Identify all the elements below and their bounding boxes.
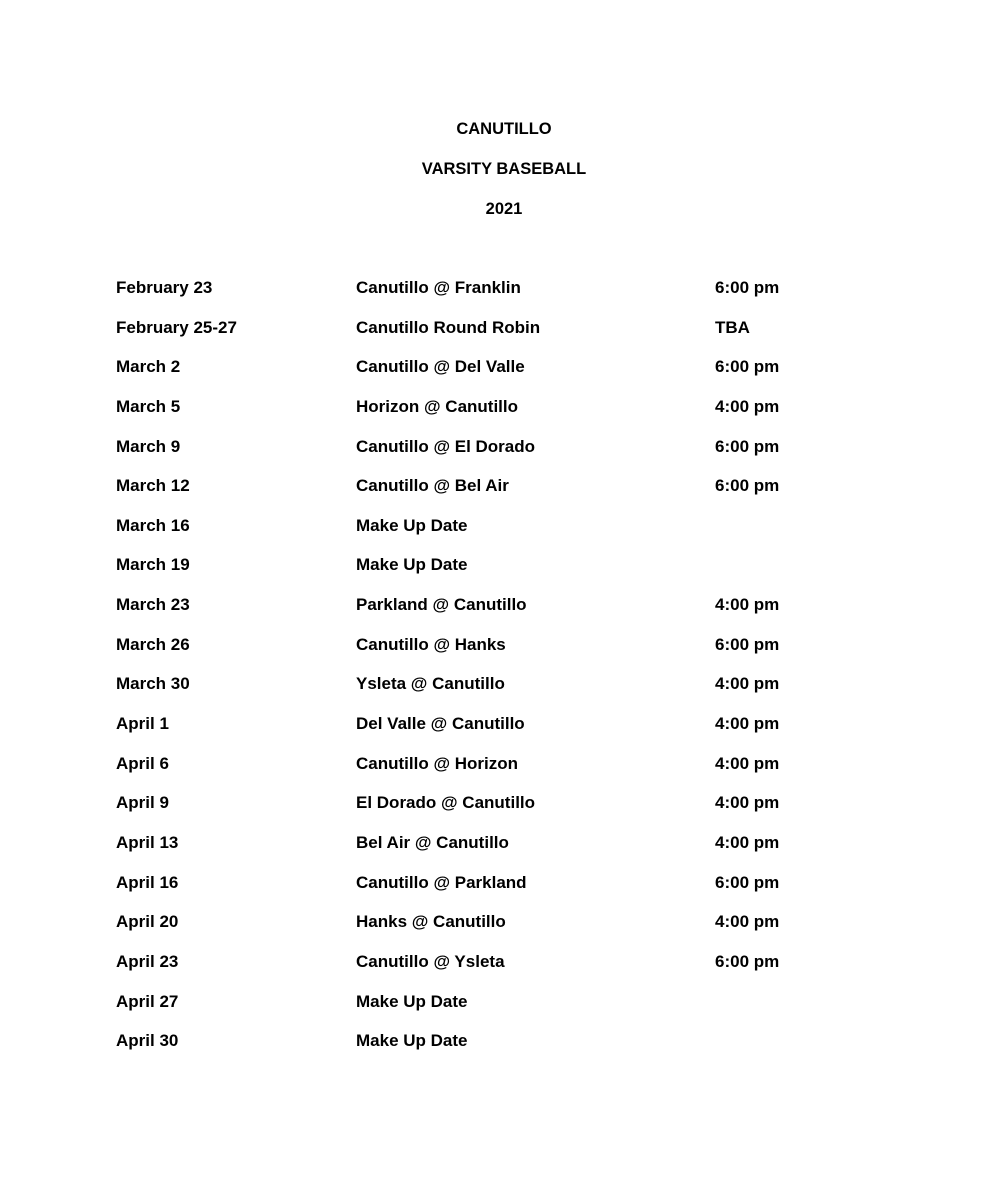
game-time: 6:00 pm (715, 872, 780, 892)
game-matchup: Make Up Date (356, 1031, 468, 1051)
game-time: 4:00 pm (715, 396, 780, 416)
game-date: March 12 (116, 476, 190, 496)
game-matchup: El Dorado @ Canutillo (356, 793, 536, 813)
school-title: CANUTILLO (456, 120, 552, 138)
game-date: February 25-27 (116, 317, 237, 337)
schedule-row (116, 911, 916, 951)
game-time: 6:00 pm (715, 476, 780, 496)
schedule-row (116, 951, 916, 991)
schedule-row (116, 277, 916, 317)
game-matchup: Canutillo @ Parkland (356, 872, 527, 892)
game-time: 6:00 pm (715, 357, 780, 377)
game-matchup: Hanks @ Canutillo (356, 912, 506, 932)
game-time: 4:00 pm (715, 595, 780, 615)
schedule-row (116, 594, 916, 634)
game-date: April 9 (116, 793, 169, 813)
game-time: 6:00 pm (715, 278, 780, 297)
game-matchup: Make Up Date (356, 515, 468, 535)
schedule-row (116, 515, 916, 555)
schedule-row (116, 396, 916, 436)
game-time: 4:00 pm (715, 674, 780, 694)
game-matchup: Canutillo @ Horizon (356, 753, 519, 773)
schedule-row (116, 832, 916, 872)
game-time: 6:00 pm (715, 634, 780, 654)
game-date: April 6 (116, 753, 169, 773)
game-matchup: Make Up Date (356, 555, 468, 575)
game-date: March 9 (116, 436, 181, 456)
schedule-row (116, 436, 916, 476)
schedule-row (116, 554, 916, 594)
schedule-row (116, 991, 916, 1031)
game-date: April 13 (116, 832, 179, 852)
schedule-row (116, 356, 916, 396)
game-date: March 19 (116, 555, 190, 575)
game-date: April 20 (116, 912, 179, 932)
schedule-row (116, 872, 916, 912)
game-date: March 5 (116, 396, 181, 416)
game-date: March 30 (116, 674, 190, 694)
game-time: 4:00 pm (715, 753, 780, 773)
game-date: March 23 (116, 595, 190, 615)
schedule-row (116, 1030, 916, 1070)
game-time: 4:00 pm (715, 832, 780, 852)
game-time: 4:00 pm (715, 912, 780, 932)
game-matchup: Canutillo @ Franklin (356, 278, 521, 297)
game-matchup: Canutillo Round Robin (356, 317, 541, 337)
game-date: April 16 (116, 872, 179, 892)
game-date: April 27 (116, 991, 179, 1011)
game-matchup: Canutillo @ El Dorado (356, 436, 536, 456)
game-time: 4:00 pm (715, 793, 780, 813)
game-time: TBA (715, 317, 750, 337)
game-matchup: Canutillo @ Hanks (356, 634, 506, 654)
game-time: 6:00 pm (715, 436, 780, 456)
game-date: March 2 (116, 357, 181, 377)
schedule-table (116, 277, 916, 1070)
schedule-row (116, 673, 916, 713)
game-matchup: Canutillo @ Del Valle (356, 357, 525, 377)
schedule-row (116, 753, 916, 793)
game-matchup: Canutillo @ Bel Air (356, 476, 509, 496)
game-matchup: Parkland @ Canutillo (356, 595, 527, 615)
team-title: VARSITY BASEBALL (421, 160, 587, 178)
game-matchup: Bel Air @ Canutillo (356, 832, 509, 852)
game-date: April 1 (116, 714, 169, 734)
schedule-row (116, 475, 916, 515)
game-date: April 23 (116, 951, 179, 971)
game-date: March 16 (116, 515, 190, 535)
game-matchup: Del Valle @ Canutillo (356, 714, 525, 734)
game-time: 6:00 pm (715, 951, 780, 971)
schedule-row (116, 634, 916, 674)
game-matchup: Horizon @ Canutillo (356, 396, 519, 416)
schedule-row (116, 792, 916, 832)
game-matchup: Ysleta @ Canutillo (356, 674, 505, 694)
game-matchup: Make Up Date (356, 991, 468, 1011)
schedule-row (116, 317, 916, 357)
game-date: April 30 (116, 1031, 179, 1051)
game-date: March 26 (116, 634, 190, 654)
schedule-row (116, 713, 916, 753)
game-date: February 23 (116, 278, 213, 297)
game-time: 4:00 pm (715, 714, 780, 734)
game-matchup: Canutillo @ Ysleta (356, 951, 505, 971)
season-year: 2021 (485, 200, 523, 218)
